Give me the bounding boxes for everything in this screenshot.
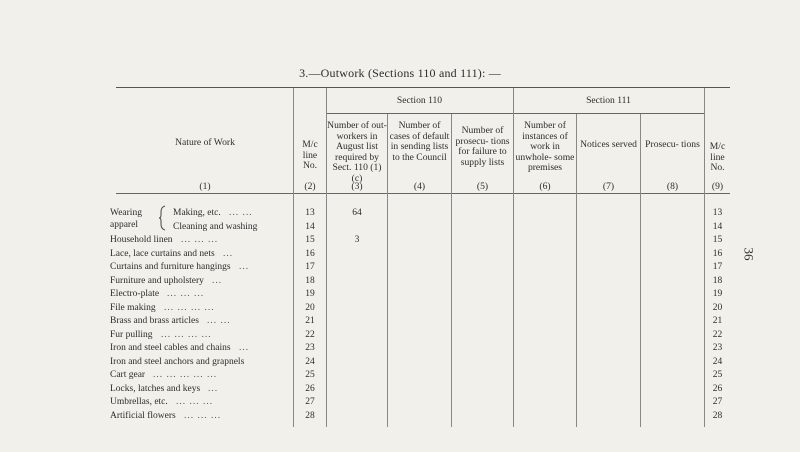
apparel-label: apparel: [110, 220, 138, 230]
row-label: [173, 221, 257, 233]
row-leader-dots: ...: [212, 275, 223, 286]
row-line-number: 17: [305, 262, 315, 272]
col-number: (4): [413, 181, 426, 192]
row-leader-dots: ... ... ...: [167, 289, 205, 299]
row-label-text: Furniture and upholstery: [110, 275, 204, 286]
row-leader-dots: ... ... ...: [181, 235, 219, 245]
header-section-111: Section 111: [586, 95, 631, 106]
row-label: [110, 342, 231, 354]
row-label: [110, 396, 168, 408]
table-title: 3.—Outwork (Sections 110 and 111): —: [299, 66, 501, 80]
col-number: (9): [711, 181, 724, 192]
row-label: [110, 234, 173, 246]
row-label-text: Electro-plate: [110, 289, 160, 299]
row-line-number: 20: [305, 302, 315, 313]
top-rule: [116, 87, 730, 88]
row-label: [110, 329, 153, 341]
row-label-text: Locks, latches and keys: [110, 383, 201, 394]
row-line-number-right: 23: [712, 343, 723, 353]
row-label: [110, 302, 156, 314]
row-label-text: Making, etc.: [173, 208, 221, 218]
row-leader-dots: ...: [239, 343, 250, 353]
row-line-number-right: 14: [712, 221, 723, 232]
row-line-number-right: 22: [712, 329, 723, 340]
row-line-number: 14: [305, 221, 315, 232]
row-label-text: Iron and steel cables and chains: [110, 343, 231, 353]
row-label-text: Brass and brass articles: [110, 316, 199, 326]
row-leader-dots: ... ... ... ... ...: [153, 370, 218, 380]
row-line-number: 18: [305, 275, 315, 286]
row-line-number-right: 15: [712, 235, 723, 245]
row-line-number: 25: [305, 370, 315, 380]
header-bottom-rule: [116, 193, 730, 194]
header-mc-line: M/c line No.: [302, 139, 318, 171]
section-rule: [326, 113, 704, 114]
row-label-text: Fur pulling: [110, 329, 153, 340]
row-line-number: 23: [305, 343, 315, 353]
row-line-number-right: 13: [712, 208, 723, 218]
page-number: 36: [741, 247, 757, 261]
row-line-number-right: 25: [712, 370, 723, 380]
row-label: [110, 248, 215, 260]
header-nature-of-work: Nature of Work: [175, 137, 235, 148]
header-section-110: Section 110: [396, 95, 443, 106]
header-col3: Number of out-workers in August list required by Sect. 110 (1) (c): [327, 120, 387, 184]
row-label-text: Household linen: [110, 235, 173, 245]
row-outworkers-value: 64: [352, 208, 362, 218]
row-label-text: Cart gear: [110, 370, 146, 380]
row-line-number: 13: [305, 208, 315, 218]
row-line-number: 24: [305, 356, 315, 367]
row-outworkers-value: 3: [354, 235, 360, 245]
col-number: (5): [476, 181, 489, 192]
row-line-number-right: 21: [712, 316, 723, 326]
row-line-number: 19: [305, 289, 315, 299]
row-line-number-right: 16: [712, 248, 723, 259]
row-leader-dots: ... ... ...: [184, 410, 222, 421]
header-col5: Number of prosecu- tions for failure to supply lists: [455, 125, 510, 168]
col-rule: [640, 114, 641, 427]
row-label: [110, 288, 159, 300]
row-line-number: 28: [305, 410, 315, 421]
row-line-number-right: 17: [712, 262, 723, 272]
row-line-number: 22: [305, 329, 315, 340]
row-line-number: 16: [305, 248, 315, 259]
header-mc-line-right: M/c line No.: [709, 141, 726, 173]
header-col6: Number of instances of work in unwhole- some premises: [515, 120, 575, 173]
row-leader-dots: ... ... ... ...: [161, 329, 212, 340]
row-leader-dots: ... ...: [207, 316, 231, 326]
row-leader-dots: ... ...: [229, 208, 253, 218]
row-line-number-right: 19: [712, 289, 723, 299]
row-label: [110, 356, 244, 368]
row-label: [110, 315, 199, 327]
row-line-number: 26: [305, 383, 315, 394]
row-label: [173, 207, 221, 219]
header-col7: Notices served: [580, 139, 637, 150]
row-label-text: Iron and steel anchors and grapnels: [110, 356, 245, 367]
col-number: (8): [666, 181, 679, 192]
row-line-number-right: 24: [712, 356, 723, 367]
row-line-number-right: 18: [712, 275, 723, 286]
row-label: [110, 383, 200, 395]
row-line-number-right: 27: [712, 397, 723, 407]
wearing-label: Wearing: [110, 208, 142, 218]
row-label: [110, 410, 176, 422]
row-label-text: File making: [110, 302, 156, 313]
row-line-number-right: 20: [712, 302, 723, 313]
row-label-text: Curtains and furniture hangings: [110, 262, 231, 272]
header-col4: Number of cases of default in sending lists to the Council: [389, 120, 450, 163]
brace-icon: [159, 205, 167, 231]
row-label: [110, 369, 145, 381]
row-line-number-right: 28: [712, 410, 723, 421]
row-line-number: 15: [305, 235, 315, 245]
row-label-text: Cleaning and washing: [173, 221, 258, 232]
row-leader-dots: ...: [208, 383, 219, 394]
col-number: (7): [602, 181, 615, 192]
row-leader-dots: ...: [239, 262, 250, 272]
row-leader-dots: ... ... ... ...: [164, 302, 215, 313]
row-line-number: 27: [305, 397, 315, 407]
row-label-text: Umbrellas, etc.: [110, 397, 168, 407]
row-label: [110, 275, 204, 287]
row-label-text: Lace, lace curtains and nets: [110, 248, 215, 259]
row-line-number-right: 26: [712, 383, 723, 394]
col-number: (6): [539, 181, 551, 192]
row-label: [110, 261, 231, 273]
col-rule: [293, 88, 294, 427]
row-line-number: 21: [305, 316, 315, 326]
row-leader-dots: ...: [223, 248, 234, 259]
row-label-text: Artificial flowers: [110, 410, 176, 421]
row-leader-dots: ... ... ...: [176, 397, 214, 407]
col-rule: [576, 114, 577, 427]
col-number: (3): [351, 181, 363, 192]
col-number: (2): [304, 181, 316, 192]
header-col8: Prosecu- tions: [645, 139, 700, 150]
col-number: (1): [199, 181, 211, 192]
